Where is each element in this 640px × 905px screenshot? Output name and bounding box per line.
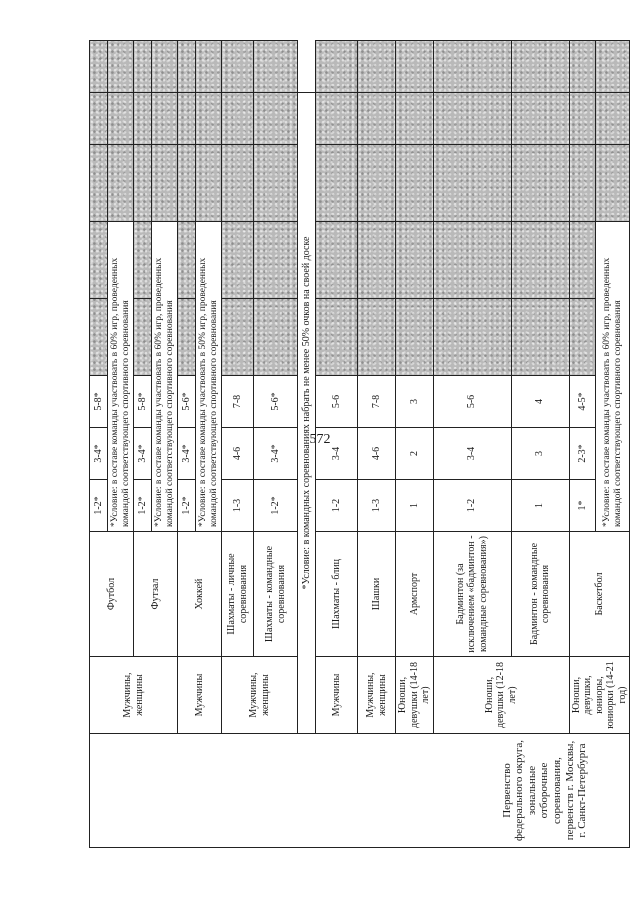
discipline-cell: Бадминтон (за исключением «бадминтон - командные соревнования») (433, 532, 511, 657)
shaded-cell (196, 93, 222, 145)
place-cell: 1 (511, 480, 569, 532)
shaded-cell (254, 41, 298, 93)
shaded-cell (178, 93, 196, 145)
place-cell: 1-2 (316, 480, 358, 532)
shaded-cell (433, 93, 511, 145)
table-row (178, 41, 196, 848)
shaded-cell (178, 299, 196, 376)
place-cell: 4 (511, 376, 569, 428)
shaded-cell (358, 145, 396, 222)
place-cell: 3 (511, 428, 569, 480)
place-cell: 5-6 (316, 376, 358, 428)
place-cell: 1-2 (433, 480, 511, 532)
place-cell: 5-6 (433, 376, 511, 428)
place-cell: 1-2* (90, 480, 108, 532)
shaded-cell (396, 222, 434, 299)
shaded-cell (108, 93, 134, 145)
group-cell: Мужчины (316, 657, 358, 734)
shaded-cell (569, 145, 596, 222)
table-row (298, 41, 316, 848)
condition-note: *Условие: в составе команды участвовать в 60% игр, проведенных командой соответствующего спортивного соревнования (108, 222, 134, 532)
shaded-cell (108, 145, 134, 222)
chess-condition-note: *Условие: в командных соревнованиях набрать не менее 50% очков на своей доске (298, 93, 316, 734)
shaded-cell (134, 222, 152, 299)
shaded-cell (358, 299, 396, 376)
shaded-cell (152, 93, 178, 145)
shaded-cell (134, 41, 152, 93)
shaded-cell (358, 222, 396, 299)
shaded-cell (396, 299, 434, 376)
place-cell: 2-3* (569, 428, 596, 480)
shaded-cell (596, 145, 630, 222)
shaded-cell (222, 93, 254, 145)
shaded-cell (511, 93, 569, 145)
shaded-cell (178, 145, 196, 222)
place-cell: 3-4* (178, 428, 196, 480)
place-cell: 4-6 (222, 428, 254, 480)
shaded-cell (396, 93, 434, 145)
shaded-cell (254, 93, 298, 145)
shaded-cell (134, 145, 152, 222)
group-cell: Юноши, девушки (12-18 лет) (433, 657, 569, 734)
shaded-cell (108, 41, 134, 93)
place-cell: 1 (396, 480, 434, 532)
place-cell: 7-8 (358, 376, 396, 428)
shaded-cell (511, 299, 569, 376)
discipline-cell: Футзал (134, 532, 178, 657)
place-cell: 5-8* (90, 376, 108, 428)
shaded-cell (316, 93, 358, 145)
table-row (222, 41, 254, 848)
place-cell: 1-2* (254, 480, 298, 532)
table-row (90, 41, 108, 848)
shaded-cell (569, 41, 596, 93)
table-row (358, 41, 396, 848)
shaded-cell (596, 93, 630, 145)
group-cell: Мужчины, женщины (222, 657, 298, 734)
shaded-cell (433, 145, 511, 222)
shaded-cell (316, 299, 358, 376)
place-cell: 3-4* (134, 428, 152, 480)
shaded-cell (222, 222, 254, 299)
place-cell: 7-8 (222, 376, 254, 428)
place-cell: 1-2* (178, 480, 196, 532)
place-cell: 4-5* (569, 376, 596, 428)
place-cell: 3-4* (254, 428, 298, 480)
discipline-cell: Хоккей (178, 532, 222, 657)
place-cell: 4-6 (358, 428, 396, 480)
place-cell: 5-6* (178, 376, 196, 428)
qualification-table (89, 41, 628, 848)
place-cell: 3 (396, 376, 434, 428)
shaded-cell (90, 145, 108, 222)
shaded-cell (316, 41, 358, 93)
table-row (433, 41, 511, 848)
group-cell: Мужчины, женщины (358, 657, 396, 734)
table-row (569, 41, 596, 848)
shaded-cell (196, 145, 222, 222)
shaded-cell (134, 299, 152, 376)
shaded-cell (433, 299, 511, 376)
place-cell: 3-4 (433, 428, 511, 480)
condition-note: *Условие: в составе команды участвовать в 60% игр, проведенных командой соответствующего спортивного соревнования (596, 222, 630, 532)
shaded-cell (433, 222, 511, 299)
discipline-cell: Бадминтон - командные соревнования (511, 532, 569, 657)
shaded-cell (254, 145, 298, 222)
shaded-cell (196, 41, 222, 93)
shaded-cell (511, 145, 569, 222)
shaded-cell (90, 299, 108, 376)
discipline-cell: Шашки (358, 532, 396, 657)
place-cell: 2 (396, 428, 434, 480)
place-cell: 1-3 (222, 480, 254, 532)
shaded-cell (254, 222, 298, 299)
discipline-cell: Шахматы - командные соревнования (254, 532, 298, 657)
discipline-cell: Баскетбол (569, 532, 630, 657)
group-cell: Мужчины (178, 657, 222, 734)
place-cell: 3-4* (90, 428, 108, 480)
condition-note: *Условие: в составе команды участвовать в 60% игр, проведенных командой соответствующего спортивного соревнования (152, 222, 178, 532)
shaded-cell (316, 145, 358, 222)
group-cell: Юноши, девушки (14-18 лет) (396, 657, 434, 734)
discipline-cell: Шахматы - блиц (316, 532, 358, 657)
condition-note: *Условие: в составе команды участвовать в 50% игр, проведенных командой соответствующего спортивного соревнования (196, 222, 222, 532)
shaded-cell (569, 93, 596, 145)
shaded-cell (316, 222, 358, 299)
shaded-cell (569, 299, 596, 376)
shaded-cell (152, 145, 178, 222)
shaded-cell (90, 222, 108, 299)
discipline-cell: Шахматы - личные соревнования (222, 532, 254, 657)
shaded-cell (358, 41, 396, 93)
page-number: 572 (309, 432, 331, 447)
place-cell: 1* (569, 480, 596, 532)
place-cell: 3-4 (316, 428, 358, 480)
discipline-cell: Футбол (90, 532, 134, 657)
shaded-cell (134, 93, 152, 145)
place-cell: 5-6* (254, 376, 298, 428)
shaded-cell (222, 299, 254, 376)
shaded-cell (396, 145, 434, 222)
event-title-cell: Первенство федерального округа, зональные отборочные соревнования, первенств г. Москвы, г. Санкт-Петербурга (90, 734, 630, 848)
shaded-cell (90, 93, 108, 145)
shaded-cell (222, 145, 254, 222)
group-cell: Мужчины, женщины (90, 657, 178, 734)
table-row (396, 41, 434, 848)
shaded-cell (254, 299, 298, 376)
shaded-cell (178, 222, 196, 299)
shaded-cell (396, 41, 434, 93)
shaded-cell (433, 41, 511, 93)
table-row (316, 41, 358, 848)
shaded-cell (596, 41, 630, 93)
place-cell: 1-3 (358, 480, 396, 532)
place-cell: 1-2* (134, 480, 152, 532)
shaded-cell (511, 41, 569, 93)
shaded-cell (511, 222, 569, 299)
group-cell: Юноши, девушки, юниоры, юниорки (14-21 год) (569, 657, 630, 734)
shaded-cell (569, 222, 596, 299)
place-cell: 5-8* (134, 376, 152, 428)
shaded-cell (222, 41, 254, 93)
shaded-cell (178, 41, 196, 93)
shaded-cell (152, 41, 178, 93)
shaded-cell (358, 93, 396, 145)
shaded-cell (90, 41, 108, 93)
discipline-cell: Армспорт (396, 532, 434, 657)
